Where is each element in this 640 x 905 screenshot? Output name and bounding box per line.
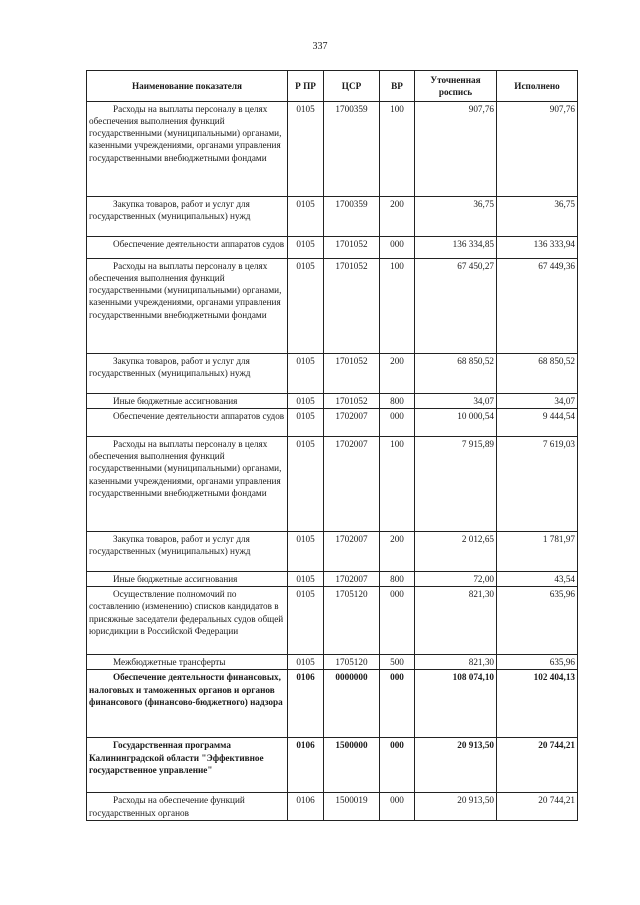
cell-csr: 1702007	[324, 532, 380, 572]
cell-done: 102 404,13	[497, 670, 578, 738]
cell-csr: 1702007	[324, 572, 380, 587]
page-number: 337	[312, 41, 328, 52]
table-row	[87, 670, 578, 738]
table-row	[87, 587, 578, 655]
cell-name: Государственная программа Калининградской области "Эффективное государственное управление"	[87, 738, 288, 793]
header-vr: ВР	[380, 71, 415, 102]
cell-rpr: 0105	[288, 354, 324, 394]
cell-rpr: 0105	[288, 532, 324, 572]
header-name: Наименование показателя	[87, 71, 288, 102]
cell-done: 36,75	[497, 197, 578, 237]
cell-name: Иные бюджетные ассигнования	[87, 394, 288, 409]
cell-vr: 000	[380, 587, 415, 655]
cell-csr: 1700359	[324, 197, 380, 237]
cell-vr: 000	[380, 409, 415, 437]
cell-done: 34,07	[497, 394, 578, 409]
cell-name: Осуществление полномочий по составлению (изменению) списков кандидатов в присяжные заседатели федеральных судов общей юрисдикции в Российской Федерации	[87, 587, 288, 655]
cell-vr: 500	[380, 655, 415, 670]
cell-done: 1 781,97	[497, 532, 578, 572]
cell-vr: 100	[380, 437, 415, 532]
cell-done: 635,96	[497, 655, 578, 670]
table-row	[87, 102, 578, 197]
cell-rpr: 0105	[288, 409, 324, 437]
header-csr: ЦСР	[324, 71, 380, 102]
table-row	[87, 237, 578, 259]
cell-done: 67 449,36	[497, 259, 578, 354]
cell-plan: 136 334,85	[415, 237, 497, 259]
table-row	[87, 354, 578, 394]
cell-name: Закупка товаров, работ и услуг для государственных (муниципальных) нужд	[87, 354, 288, 394]
table-row	[87, 532, 578, 572]
cell-vr: 000	[380, 237, 415, 259]
cell-name: Обеспечение деятельности финансовых, налоговых и таможенных органов и органов финансового (финансово-бюджетного) надзора	[87, 670, 288, 738]
header-done: Исполнено	[497, 71, 578, 102]
cell-done: 907,76	[497, 102, 578, 197]
cell-done: 43,54	[497, 572, 578, 587]
cell-plan: 67 450,27	[415, 259, 497, 354]
header-rpr: Р ПР	[288, 71, 324, 102]
cell-csr: 1702007	[324, 437, 380, 532]
cell-name: Расходы на выплаты персоналу в целях обеспечения выполнения функций государственными (муниципальными) органами, казенными учреждениями, органами управления государственными внебюджетными фондами	[87, 102, 288, 197]
cell-vr: 800	[380, 394, 415, 409]
cell-plan: 907,76	[415, 102, 497, 197]
cell-vr: 000	[380, 738, 415, 793]
table-row	[87, 572, 578, 587]
table-header-row	[87, 71, 578, 102]
cell-done: 20 744,21	[497, 738, 578, 793]
cell-plan: 20 913,50	[415, 738, 497, 793]
cell-csr: 1701052	[324, 354, 380, 394]
cell-csr: 1705120	[324, 655, 380, 670]
cell-rpr: 0105	[288, 587, 324, 655]
cell-plan: 68 850,52	[415, 354, 497, 394]
cell-done: 68 850,52	[497, 354, 578, 394]
table-row	[87, 655, 578, 670]
cell-name: Расходы на выплаты персоналу в целях обеспечения выполнения функций государственными (муниципальными) органами, казенными учреждениями, органами управления государственными внебюджетными фондами	[87, 437, 288, 532]
cell-csr: 1701052	[324, 259, 380, 354]
cell-done: 136 333,94	[497, 237, 578, 259]
cell-plan: 34,07	[415, 394, 497, 409]
cell-rpr: 0106	[288, 738, 324, 793]
cell-name: Иные бюджетные ассигнования	[87, 572, 288, 587]
table-row	[87, 259, 578, 354]
cell-rpr: 0105	[288, 197, 324, 237]
cell-plan: 108 074,10	[415, 670, 497, 738]
cell-csr: 1700359	[324, 102, 380, 197]
table-row	[87, 793, 578, 820]
table-row	[87, 197, 578, 237]
cell-rpr: 0105	[288, 572, 324, 587]
table-row	[87, 437, 578, 532]
cell-csr: 1705120	[324, 587, 380, 655]
table-row	[87, 738, 578, 793]
cell-vr: 800	[380, 572, 415, 587]
cell-rpr: 0105	[288, 102, 324, 197]
table-row	[87, 409, 578, 437]
cell-rpr: 0105	[288, 437, 324, 532]
table-row	[87, 394, 578, 409]
cell-name: Расходы на обеспечение функций государственных органов	[87, 793, 288, 820]
cell-csr: 1701052	[324, 237, 380, 259]
header-plan: Уточненная роспись	[415, 71, 497, 102]
cell-csr: 1701052	[324, 394, 380, 409]
cell-plan: 72,00	[415, 572, 497, 587]
cell-name: Закупка товаров, работ и услуг для государственных (муниципальных) нужд	[87, 532, 288, 572]
cell-vr: 100	[380, 102, 415, 197]
table-body	[87, 102, 578, 821]
cell-rpr: 0106	[288, 793, 324, 820]
cell-plan: 10 000,54	[415, 409, 497, 437]
cell-plan: 821,30	[415, 655, 497, 670]
cell-plan: 20 913,50	[415, 793, 497, 820]
cell-csr: 0000000	[324, 670, 380, 738]
cell-vr: 000	[380, 670, 415, 738]
cell-vr: 200	[380, 532, 415, 572]
cell-name: Межбюджетные трансферты	[87, 655, 288, 670]
budget-table	[86, 70, 578, 821]
cell-name: Закупка товаров, работ и услуг для государственных (муниципальных) нужд	[87, 197, 288, 237]
cell-csr: 1702007	[324, 409, 380, 437]
cell-vr: 200	[380, 354, 415, 394]
cell-vr: 100	[380, 259, 415, 354]
cell-rpr: 0105	[288, 394, 324, 409]
cell-plan: 2 012,65	[415, 532, 497, 572]
cell-plan: 36,75	[415, 197, 497, 237]
cell-rpr: 0105	[288, 237, 324, 259]
cell-plan: 7 915,89	[415, 437, 497, 532]
cell-vr: 200	[380, 197, 415, 237]
cell-rpr: 0106	[288, 670, 324, 738]
cell-rpr: 0105	[288, 259, 324, 354]
cell-vr: 000	[380, 793, 415, 820]
cell-done: 20 744,21	[497, 793, 578, 820]
cell-done: 635,96	[497, 587, 578, 655]
cell-name: Расходы на выплаты персоналу в целях обеспечения выполнения функций государственными (муниципальными) органами, казенными учреждениями, органами управления государственными внебюджетными фондами	[87, 259, 288, 354]
cell-name: Обеспечение деятельности аппаратов судов	[87, 237, 288, 259]
cell-name: Обеспечение деятельности аппаратов судов	[87, 409, 288, 437]
cell-plan: 821,30	[415, 587, 497, 655]
cell-done: 9 444,54	[497, 409, 578, 437]
cell-rpr: 0105	[288, 655, 324, 670]
cell-done: 7 619,03	[497, 437, 578, 532]
cell-csr: 1500019	[324, 793, 380, 820]
cell-csr: 1500000	[324, 738, 380, 793]
